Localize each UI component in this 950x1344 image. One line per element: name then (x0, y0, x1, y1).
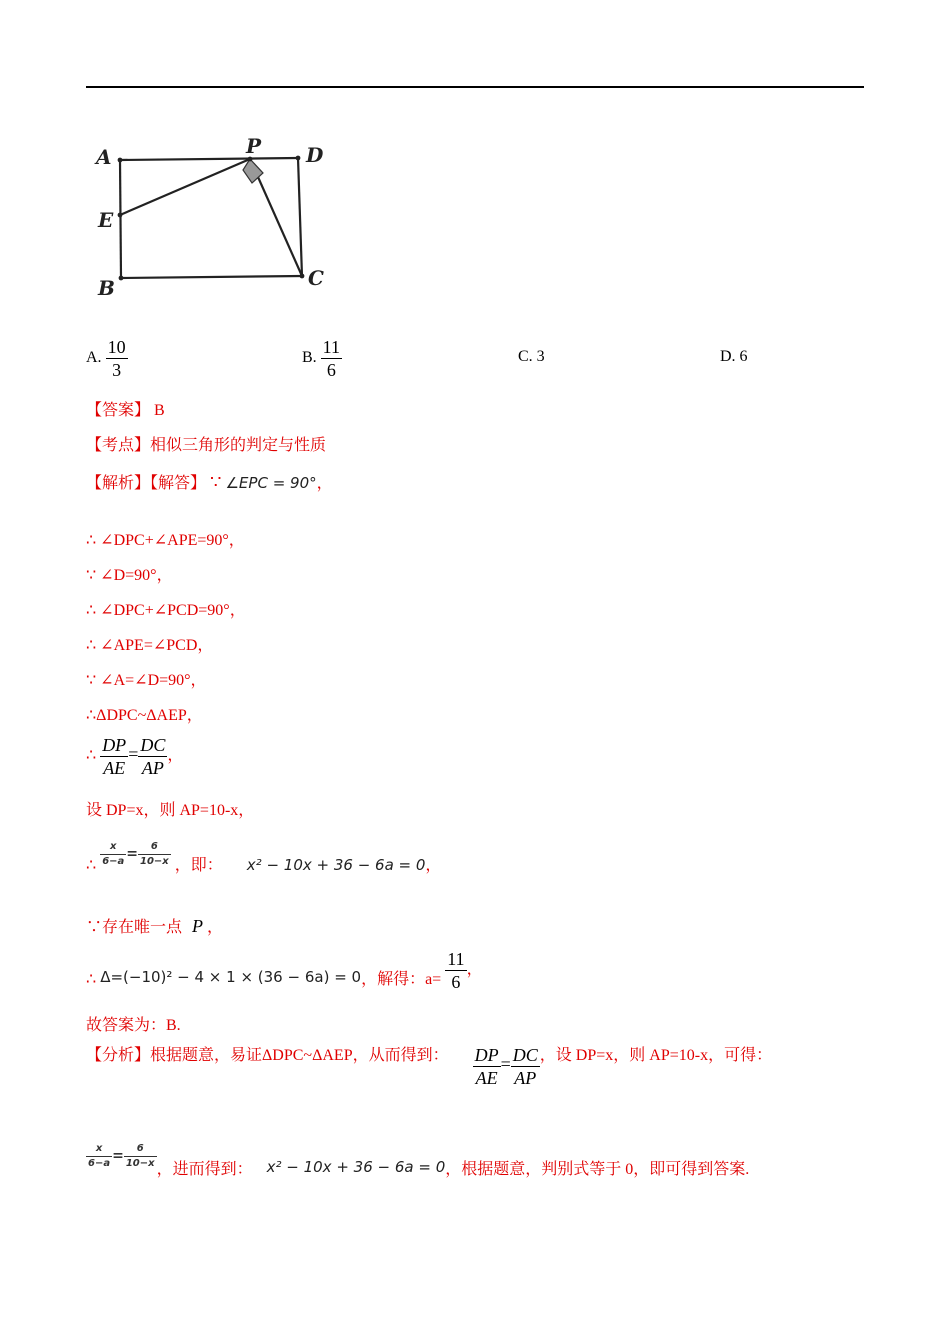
label-b: B (98, 276, 115, 300)
equation-mid-text: ，即： (174, 857, 223, 874)
analysis-eq-frac-1 (86, 1144, 112, 1169)
unique-point-p: P (192, 916, 204, 936)
analysis-eq-frac-2-num: 6 (124, 1144, 157, 1157)
side-ab (120, 160, 121, 278)
unique-tail: ， (207, 919, 224, 936)
given-formula: ∠EPC = 90° (225, 474, 317, 492)
analysis-text-3: ，进而得到： (156, 1161, 253, 1178)
topic-tag: 【考点】 (86, 437, 151, 454)
analysis-eq-frac-1-den: 6−a (88, 1157, 111, 1169)
analysis-eq-frac-2 (124, 1144, 157, 1169)
delta-line (86, 950, 483, 991)
analysis-tag: 【分析】 (86, 1047, 151, 1065)
header-rule (86, 86, 864, 88)
answer-tag: 【答案】 (86, 402, 151, 419)
point-e (118, 213, 123, 218)
label-c: C (308, 266, 324, 290)
step-2: ∵ ∠D=90°， (86, 567, 173, 584)
step-6: ∴ΔDPC~ΔAEP， (86, 707, 203, 724)
equation-frac-2-den: 10−x (140, 855, 169, 867)
answer-line (86, 397, 165, 420)
delta-mid-text: ，解得：a= (361, 971, 442, 989)
equation-line (86, 840, 442, 874)
because-symbol: ∵ (210, 472, 222, 492)
option-d: D. 6 (720, 348, 748, 365)
ratio-equals: = (128, 744, 139, 765)
equation-frac-2 (138, 842, 171, 867)
solution-tag-2: 【解答】 (150, 475, 207, 492)
delta-therefore: ∴ (86, 971, 97, 989)
geometry-figure (90, 135, 340, 305)
delta-frac-num: 11 (447, 949, 465, 969)
option-b-fraction (321, 338, 342, 379)
equation-frac-1-num: x (100, 842, 126, 855)
side-bc (121, 276, 302, 278)
label-e: E (98, 208, 114, 232)
analysis-line-2 (86, 1142, 750, 1178)
equation-frac-1-den: 6−a (102, 855, 125, 867)
step-5: ∵ ∠A=∠D=90°， (86, 672, 207, 689)
equation-equals: = (126, 846, 139, 862)
answer-value: B (154, 402, 165, 419)
analysis-text-2: ，设 DP=x，则 AP=10-x，可得： (539, 1047, 773, 1065)
step-4: ∴ ∠APE=∠PCD， (86, 637, 214, 654)
ratio-frac-2 (138, 736, 167, 777)
analysis-equals: = (500, 1054, 511, 1075)
ratio-frac-1-den: AE (103, 758, 126, 778)
analysis-frac-1-den: AE (475, 1068, 498, 1088)
analysis-frac-2-num: DC (512, 1045, 538, 1065)
delta-formula: Δ=(−10)² − 4 × 1 × (36 − 6a) = 0 (100, 968, 362, 987)
topic-line (86, 432, 326, 455)
label-p: P (246, 135, 262, 158)
label-a: A (96, 145, 112, 169)
analysis-frac-1-num: DP (474, 1045, 499, 1065)
option-a-label: A. (86, 349, 102, 367)
given-comma: ， (316, 475, 333, 492)
unique-text: ∵存在唯一点 (86, 919, 183, 936)
ratio-frac-1 (100, 736, 128, 777)
option-a (86, 338, 128, 379)
solution-tag-1: 【解析】 (86, 475, 151, 492)
ratio-frac-1-num: DP (102, 735, 127, 755)
segment-ep (120, 159, 250, 215)
ratio-frac-2-num: DC (140, 735, 166, 755)
equation-quadratic: x² − 10x + 36 − 6a = 0 (246, 856, 426, 874)
option-b-label: B. (302, 349, 317, 367)
delta-fraction (445, 950, 466, 991)
equation-frac-2-num: 6 (138, 842, 171, 855)
option-b (302, 338, 342, 379)
let-line: 设 DP=x，则 AP=10-x， (86, 802, 255, 819)
analysis-frac-2-den: AP (514, 1068, 537, 1088)
step-3: ∴ ∠DPC+∠PCD=90°， (86, 602, 246, 619)
option-a-den: 3 (112, 360, 122, 380)
point-c (300, 274, 305, 279)
analysis-eq-frac-1-num: x (86, 1144, 112, 1157)
analysis-line-1 (86, 1046, 772, 1087)
unique-line (86, 914, 223, 937)
delta-frac-den: 6 (451, 972, 461, 992)
ratio-frac-2-den: AP (141, 758, 164, 778)
option-a-fraction (106, 338, 128, 379)
analysis-frac-1 (473, 1046, 501, 1087)
delta-tail: ， (466, 961, 483, 979)
side-ad (120, 158, 298, 160)
equation-tail: ， (425, 857, 442, 874)
equation-therefore: ∴ (86, 857, 97, 874)
point-b (119, 276, 124, 281)
option-b-num: 11 (322, 337, 341, 357)
step-1: ∴ ∠DPC+∠APE=90°， (86, 532, 245, 549)
label-d: D (306, 143, 324, 167)
side-dc (298, 158, 302, 276)
ratio-line (86, 736, 183, 777)
ratio-therefore: ∴ (86, 747, 97, 765)
analysis-text-1: 根据题意，易证ΔDPC~ΔAEP，从而得到： (150, 1047, 449, 1065)
solution-heading (86, 470, 333, 493)
analysis-frac-2 (511, 1046, 540, 1087)
option-a-num: 10 (107, 337, 126, 357)
equation-frac-1 (100, 842, 126, 867)
analysis-eq-equals: = (112, 1148, 124, 1164)
point-d (296, 156, 301, 161)
analysis-quadratic: x² − 10x + 36 − 6a = 0 (266, 1158, 446, 1176)
option-b-den: 6 (326, 360, 336, 380)
option-c: C. 3 (518, 348, 545, 365)
analysis-text-4: ，根据题意，判别式等于 0，即可得到答案. (445, 1161, 750, 1178)
topic-value: 相似三角形的判定与性质 (150, 437, 327, 454)
ratio-tail: ， (167, 747, 184, 765)
analysis-eq-frac-2-den: 10−x (125, 1157, 155, 1169)
conclusion-line: 故答案为：B. (86, 1017, 181, 1034)
point-a (118, 158, 123, 163)
